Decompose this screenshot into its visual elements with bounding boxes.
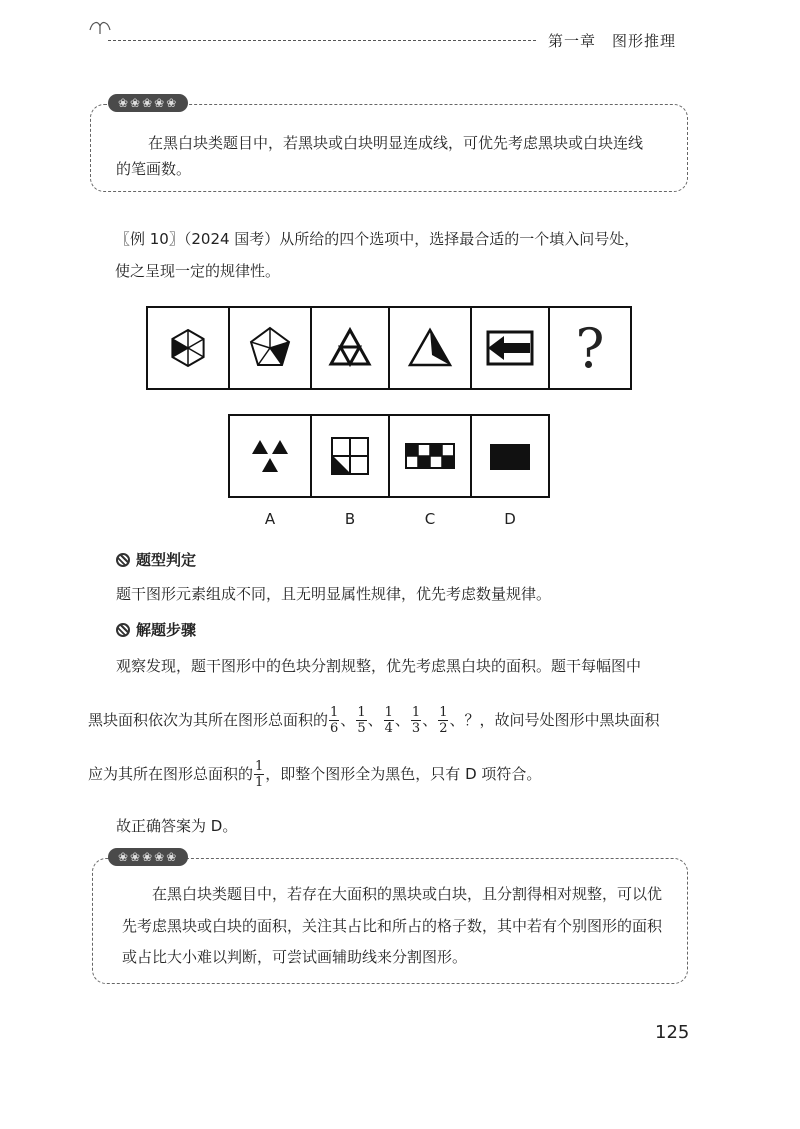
fraction-1-6: $\frac{1}{6}$ — [330, 704, 339, 736]
triangle-third-figure — [390, 308, 470, 388]
page-number: 125 — [655, 1022, 690, 1043]
triangle-quad-figure — [312, 308, 388, 388]
option-d-figure[interactable] — [470, 414, 550, 498]
example-text-1: （2024 国考）从所给的四个选项中，选择最合适的一个填入问号处， — [183, 230, 640, 248]
para2-post: 、？，故问号处图形中黑块面积 — [449, 711, 660, 729]
header-rule — [108, 40, 536, 41]
pentagon-figure — [230, 308, 310, 388]
question-figure-1 — [146, 306, 230, 390]
option-a-figure[interactable] — [228, 414, 312, 498]
para2-pre: 黑块面积依次为其所在图形总面积的 — [88, 711, 329, 729]
option-label-c[interactable]: C — [424, 510, 436, 528]
arrow-square-figure — [472, 308, 548, 388]
tip-text-1: 在黑白块类题目中，若黑块或白块明显连成线，可优先考虑黑块或白块连线的笔画数。 — [116, 134, 644, 178]
three-triangles-figure — [230, 416, 310, 496]
question-mark: ? — [575, 317, 605, 380]
section-body-1: 题干图形元素组成不同，且无明显属性规律，优先考虑数量规律。 — [116, 585, 552, 603]
example-label: 〖例 10〗 — [115, 230, 184, 248]
checker-grid-figure — [390, 416, 470, 496]
tip2-line-2: 先考虑黑块或白块的面积，关注其占比和所占的格子数，其中若有个别图形的面积 — [122, 917, 663, 935]
example-line-2: 使之呈现一定的规律性。 — [115, 262, 281, 280]
question-figure-4 — [388, 306, 472, 390]
fraction-1-4: $\frac{1}{4}$ — [384, 704, 393, 736]
tip-label-1: ❀❀❀❀❀ — [108, 94, 188, 112]
solid-black-square-figure — [472, 416, 548, 496]
para3-pre: 应为其所在图形总面积的 — [88, 765, 254, 783]
option-label-a[interactable]: A — [264, 510, 276, 528]
section-para-3 — [88, 754, 541, 794]
question-figure-3 — [310, 306, 390, 390]
section-title-1: 题型判定 — [136, 551, 197, 569]
question-figure-2 — [228, 306, 312, 390]
para3-post: ，即整个图形全为黑色，只有 D 项符合。 — [265, 765, 542, 783]
option-c-figure[interactable] — [388, 414, 472, 498]
tip-label-2: ❀❀❀❀❀ — [108, 848, 188, 866]
example-line-1 — [115, 229, 705, 249]
tip2-line-3: 或占比大小难以判断，可尝试画辅助线来分割图形。 — [122, 948, 468, 966]
hexagon-figure — [148, 308, 228, 388]
quartered-square-figure — [312, 416, 388, 496]
answer-line: 故正确答案为 D。 — [116, 817, 238, 835]
question-figure-unknown — [548, 306, 632, 390]
fraction-1-2: $\frac{1}{2}$ — [439, 704, 448, 736]
option-label-b[interactable]: B — [344, 510, 356, 528]
section-para-2: 黑块面积依次为其所在图形总面积的 $\frac{1}{6}$ 、 $\frac{1}{5}$ 、 $\frac{1}{4}$ 、 $\frac{1}{3}$ 、 $\frac{1}{2}$ 、？，故问号处图形中黑块面积 — [88, 704, 660, 736]
option-label-d[interactable]: D — [504, 510, 516, 528]
section-heading-2 — [116, 620, 196, 640]
section-bullet-icon — [116, 553, 130, 567]
option-b-figure[interactable] — [310, 414, 390, 498]
section-para-1: 观察发现，题干图形中的色块分割规整，优先考虑黑白块的面积。题干每幅图中 — [116, 657, 642, 675]
section-heading-1 — [116, 550, 196, 570]
question-figure-5 — [470, 306, 550, 390]
tip2-line-1: 在黑白块类题目中，若存在大面积的黑块或白块，且分割得相对规整，可以优 — [152, 885, 663, 903]
fraction-1-3: $\frac{1}{3}$ — [411, 704, 421, 736]
chapter-title: 第一章 图形推理 — [548, 32, 677, 50]
section-bullet-icon — [116, 623, 130, 637]
fraction-1-5: $\frac{1}{5}$ — [357, 704, 366, 736]
fraction-1-1: $\frac{1}{1}$ — [255, 758, 264, 790]
leaf-icon — [88, 18, 112, 36]
section-title-2: 解题步骤 — [136, 621, 197, 639]
